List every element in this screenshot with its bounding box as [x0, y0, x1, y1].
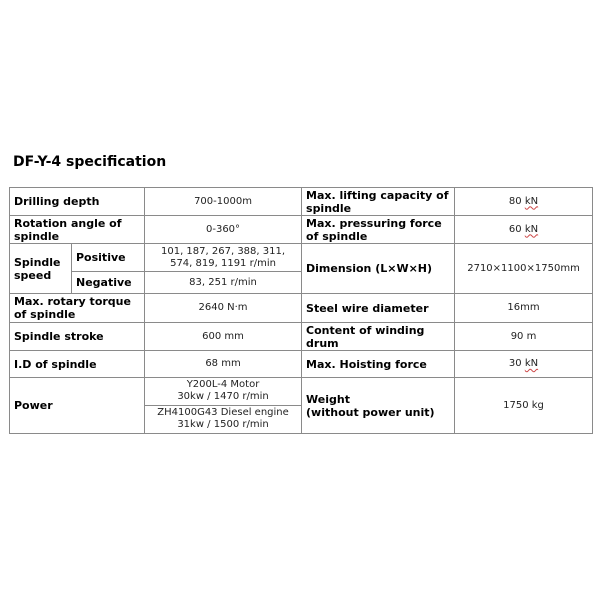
- table-row: [10, 351, 593, 378]
- table-row: [10, 323, 593, 351]
- rotary-torque-value: 2640 N·m: [145, 294, 302, 323]
- rotary-torque-label: Max. rotary torque of spindle: [10, 294, 145, 323]
- table-row: [10, 244, 593, 272]
- spindle-stroke-value: 600 mm: [145, 323, 302, 351]
- dimension-label: Dimension (L×W×H): [302, 244, 455, 294]
- spindle-stroke-label: Spindle stroke: [10, 323, 145, 351]
- rotation-angle-value: 0-360°: [145, 216, 302, 244]
- dimension-value: 2710×1100×1750mm: [455, 244, 593, 294]
- lifting-capacity-value: 80 kN: [455, 188, 593, 216]
- hoisting-force-label: Max. Hoisting force: [302, 351, 455, 378]
- negative-label: Negative: [72, 272, 145, 294]
- table-row: [10, 378, 593, 434]
- table-row: [10, 294, 593, 323]
- weight-label: Weight (without power unit): [302, 378, 455, 434]
- weight-value: 1750 kg: [455, 378, 593, 434]
- hoisting-force-value: 30 kN: [455, 351, 593, 378]
- lifting-capacity-label: Max. lifting capacity of spindle: [302, 188, 455, 216]
- negative-speed-value: 83, 251 r/min: [145, 272, 302, 294]
- steel-wire-value: 16mm: [455, 294, 593, 323]
- table-row: [10, 188, 593, 216]
- power-value: [145, 378, 302, 434]
- pressuring-force-label: Max. pressuring force of spindle: [302, 216, 455, 244]
- spindle-speed-label: Spindle speed: [10, 244, 72, 294]
- specification-table: [9, 187, 593, 434]
- winding-drum-label: Content of winding drum: [302, 323, 455, 351]
- rotation-angle-label: Rotation angle of spindle: [10, 216, 145, 244]
- motor-option: Y200L-4 Motor 30kw / 1470 r/min: [177, 379, 269, 402]
- power-label: Power: [10, 378, 145, 434]
- pressuring-force-value: 60 kN: [455, 216, 593, 244]
- positive-label: Positive: [72, 244, 145, 272]
- id-spindle-label: I.D of spindle: [10, 351, 145, 378]
- winding-drum-value: 90 m: [455, 323, 593, 351]
- positive-speed-value: 101, 187, 267, 388, 311, 574, 819, 1191 r/min: [145, 244, 302, 272]
- drilling-depth-value: 700-1000m: [145, 188, 302, 216]
- drilling-depth-label: Drilling depth: [10, 188, 145, 216]
- table-row: [10, 216, 593, 244]
- id-spindle-value: 68 mm: [145, 351, 302, 378]
- page-title: DF-Y-4 specification: [13, 154, 167, 170]
- steel-wire-label: Steel wire diameter: [302, 294, 455, 323]
- diesel-option: ZH4100G43 Diesel engine 31kw / 1500 r/min: [145, 405, 301, 433]
